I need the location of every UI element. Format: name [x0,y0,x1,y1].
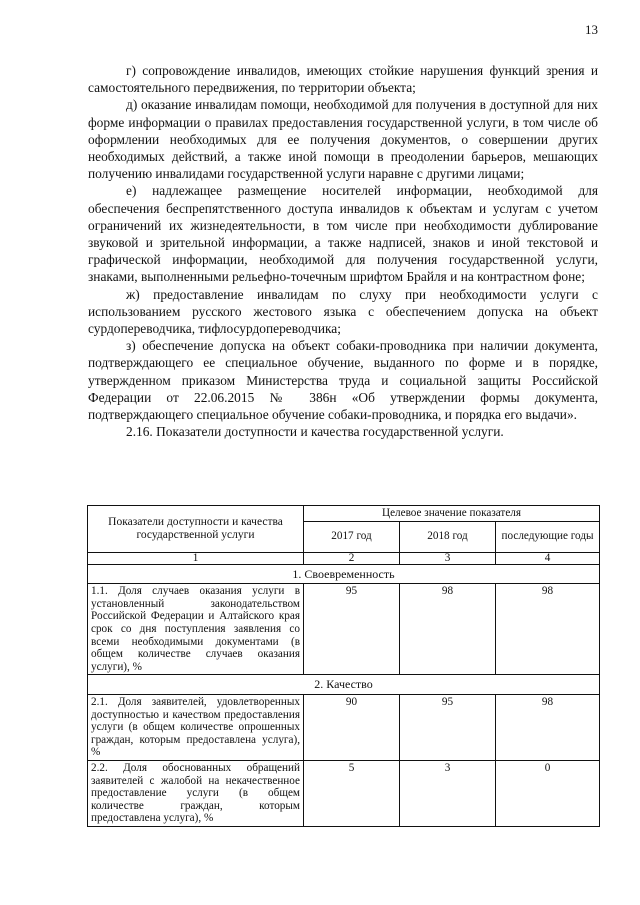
value-2018: 3 [400,760,496,826]
value-2018: 98 [400,584,496,675]
paragraph-d: д) оказание инвалидам помощи, необходимой для получения в доступной для них форме информации о правилах предоставления государственной услуги, в том числе об оформлении необходимых для ее получения документов, о совершении других необходимых действий, а также иной помощи в преодолении барьеров, мешающих получению инвалидами государственной услуги наравне с другими лицами; [88,97,598,182]
value-later: 0 [496,760,600,826]
section-row-timeliness [88,564,600,584]
header-2017: 2017 год [304,521,400,552]
section-row-quality [88,675,600,695]
section-heading: 2.16. Показатели доступности и качества государственной услуги. [126,424,504,440]
value-later: 98 [496,584,600,675]
paragraph-g: г) сопровождение инвалидов, имеющих стойкие нарушения функций зрения и самостоятельного передвижения, по территории объекта; [88,63,598,96]
paragraph-e: е) надлежащее размещение носителей информации, необходимой для обеспечения беспрепятственного доступа инвалидов к объектам и услугам с учетом ограничений их жизнедеятельности, в том числе при необходимости дублирование звуковой и зрительной информации, а также надписей, знаков и иной текстовой и графической информации, необходимой для получения государственной услуги, знаками, выполненными рельефно-точечным шрифтом Брайля и на контрастном фоне; [88,183,598,285]
header-later-years: последующие годы [496,521,600,552]
section-title-timeliness: 1. Своевременность [88,564,600,584]
table-row [88,760,600,826]
paragraph-zh: ж) предоставление инвалидам по слуху при необходимости услуги с использованием русского жестового языка с обеспечением допуска на объект сурдопереводчика, тифлосурдопереводчика; [88,286,598,337]
col-number-3: 3 [400,552,496,564]
indicator-cell: 1.1. Доля случаев оказания услуги в установленный законодательством Российской Федерации и Алтайского края срок со дня поступления заявления со всеми необходимыми документами (в общем количестве случаев оказания услуги), % [88,584,304,675]
header-indicator: Показатели доступности и качества государственной услуги [88,506,304,553]
value-2018: 95 [400,694,496,760]
column-numbers-row [88,552,600,564]
value-2017: 90 [304,694,400,760]
value-2017: 5 [304,760,400,826]
indicator-cell: 2.2. Доля обоснованных обращений заявителей с жалобой на некачественное предоставление услуги (в общем количестве граждан, которым предоставлена услуга), % [88,760,304,826]
indicator-cell: 2.1. Доля заявителей, удовлетворенных доступностью и качеством предоставления услуги (в общем количестве опрошенных граждан, которым предоставлена услуга), % [88,694,304,760]
value-later: 98 [496,694,600,760]
table-header-row [88,506,600,522]
body-text [88,62,598,440]
header-target-value: Целевое значение показателя [304,506,600,522]
col-number-2: 2 [304,552,400,564]
indicators-table [87,505,600,827]
col-number-1: 1 [88,552,304,564]
table-row [88,694,600,760]
page-number: 13 [585,22,598,37]
paragraph-z: з) обеспечение допуска на объект собаки-проводника при наличии документа, подтверждающего ее специальное обучение, выданного по форме и в порядке, утвержденном приказом Министерства труда и социальной защиты Российской Федерации от 22.06.2015 № 386н «Об утверждении формы документа, подтверждающего специальное обучение собаки-проводника, и порядка его выдачи». [88,338,598,423]
header-2018: 2018 год [400,521,496,552]
section-title-quality: 2. Качество [88,675,600,695]
value-2017: 95 [304,584,400,675]
col-number-4: 4 [496,552,600,564]
table-row [88,584,600,675]
